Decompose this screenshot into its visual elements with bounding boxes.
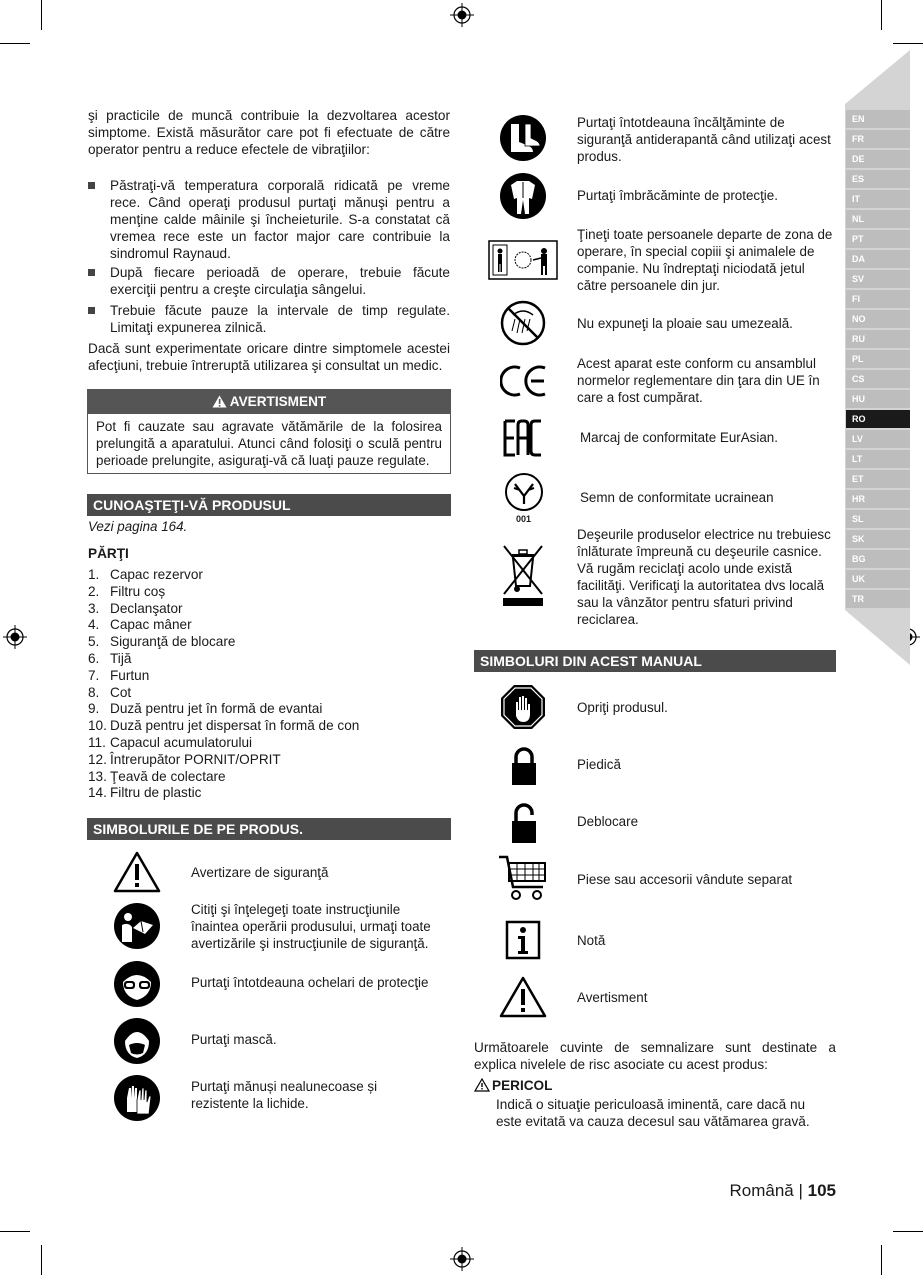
wear-gloves-icon	[113, 1074, 161, 1122]
ce-mark-icon	[500, 364, 548, 398]
pericol-text: Indică o situaţie periculoasă iminentă, care dacă nu este evitată va cauza decesul sau vătămarea gravă.	[496, 1097, 810, 1129]
symbol-text: Semn de conformitate ucrainean	[580, 490, 774, 505]
list-item: 3. Declanşator	[88, 600, 183, 616]
bullet-text: Păstraţi-vă temperatura corporală ridicată pe vreme rece. Când operaţi produsul purtaţi mănuşi pentru a menţine calde mâinile şi încheieturile. S-a constatat că vremea rece este un factor major care contribuie la sindromul Raynaud.	[110, 178, 450, 261]
symbol-text: Piedică	[577, 757, 621, 772]
tab-pt[interactable]: PT	[846, 230, 910, 248]
list-item: 5. Siguranţă de blocare	[88, 634, 236, 650]
see-page-reference: Vezi pagina 164.	[88, 519, 188, 534]
symbol-text: Purtaţi întotdeauna ochelari de protecţie	[191, 975, 429, 990]
bullet-square-icon	[88, 182, 95, 189]
tab-en[interactable]: EN	[846, 110, 910, 128]
safety-alert-icon	[113, 850, 161, 894]
tab-sk[interactable]: SK	[846, 530, 910, 548]
crop-mark	[893, 1231, 923, 1232]
tab-da[interactable]: DA	[846, 250, 910, 268]
list-item	[88, 264, 450, 298]
list-item: 11. Capacul acumulatorului	[88, 734, 253, 750]
tab-fr[interactable]: FR	[846, 130, 910, 148]
list-item: 10. Duză pentru jet dispersat în formă de con	[88, 718, 360, 734]
tab-lv[interactable]: LV	[846, 430, 910, 448]
symbol-text: Acest aparat este conform cu ansamblul normelor reglementare din ţara din UE în care a fost cumpărat.	[577, 356, 820, 405]
weee-crossed-bin-icon	[500, 542, 546, 608]
eye-protection-icon	[113, 960, 161, 1008]
shopping-cart-icon	[497, 853, 549, 903]
eac-mark-icon	[503, 418, 543, 458]
symbol-text: Citiţi şi înţelegeţi toate instrucţiunile înaintea operării produsului, urmaţi toate avertizările şi instrucţiunile de siguranţă.	[191, 902, 431, 951]
bullet-text: După fiecare perioadă de operare, trebuie făcute exerciţii pentru a creşte circulaţia sângelui.	[110, 265, 450, 297]
tab-no[interactable]: NO	[846, 310, 910, 328]
tab-sl[interactable]: SL	[846, 510, 910, 528]
pericol-label-text: PERICOL	[492, 1078, 553, 1093]
symbol-text: Notă	[577, 933, 606, 948]
symbol-text: Deşeurile produselor electrice nu trebuiesc înlăturate împreună cu deşeurile casnice. Vă rugăm reciclaţi acolo unde există facilităţi. Verificaţi la autoritatea dvs locală sau la vânzător pentru sfaturi privind reciclarea.	[577, 527, 831, 627]
crop-mark	[881, 1245, 882, 1275]
list-item: 12. Întrerupător PORNIT/OPRIT	[88, 751, 281, 767]
tab-de[interactable]: DE	[846, 150, 910, 168]
symbol-text: Ţineţi toate persoanele departe de zona de operare, în special copiii şi animalele de companie. Nu îndreptaţi niciodată jetul către persoanele din jur.	[577, 227, 833, 293]
info-note-icon	[505, 920, 541, 960]
tab-bg[interactable]: BG	[846, 550, 910, 568]
crop-mark	[893, 43, 923, 44]
no-rain-icon	[499, 299, 547, 347]
stop-hand-icon	[500, 684, 546, 730]
list-item: 14. Filtru de plastic	[88, 785, 202, 801]
tab-uk[interactable]: UK	[846, 570, 910, 588]
section-header-product-symbols: SIMBOLURILE DE PE PRODUS.	[87, 818, 451, 840]
registration-mark-icon	[3, 625, 27, 649]
list-item: 8. Cot	[88, 684, 132, 700]
tab-tr[interactable]: TR	[846, 590, 910, 608]
symbol-text: Purtaţi mănuși nealunecoase și rezistente la lichide.	[191, 1079, 378, 1111]
tab-lt[interactable]: LT	[846, 450, 910, 468]
language-tabs	[846, 110, 910, 610]
page-footer	[700, 1181, 836, 1201]
warning-header	[88, 390, 450, 414]
list-item: 2. Filtru coș	[88, 583, 166, 599]
tab-ro-active[interactable]: RO	[846, 410, 910, 428]
symbol-text: Purtaţi mască.	[191, 1032, 277, 1047]
list-item: 6. Tijă	[88, 650, 132, 666]
warning-triangle-icon	[212, 395, 227, 408]
ukr-code: 001	[516, 514, 532, 524]
bullet-text: Trebuie făcute pauze la intervale de timp regulate. Limitaţi expunerea zilnică.	[110, 303, 450, 335]
page-number: 105	[807, 1181, 836, 1200]
symbol-text: Opriţi produsul.	[577, 700, 668, 715]
bullet-square-icon	[88, 269, 95, 276]
symbol-text: Purtaţi întotdeauna încălţăminte de siguranţă antiderapantă când utilizaţi acest produs.	[577, 115, 831, 164]
tab-et[interactable]: ET	[846, 470, 910, 488]
symbol-text: Nu expuneţi la ploaie sau umezeală.	[577, 316, 793, 331]
crop-mark	[41, 1245, 42, 1275]
safety-boots-icon	[499, 114, 547, 162]
symbol-text: Avertizare de siguranţă	[191, 865, 329, 880]
lock-icon	[510, 745, 538, 787]
symbol-text: Marcaj de conformitate EurAsian.	[580, 430, 778, 445]
protective-clothing-icon	[499, 172, 547, 220]
bullet-square-icon	[88, 307, 95, 314]
tab-hr[interactable]: HR	[846, 490, 910, 508]
registration-mark-icon	[450, 3, 474, 27]
list-item: 1. Capac rezervor	[88, 567, 203, 582]
tab-pl[interactable]: PL	[846, 350, 910, 368]
danger-triangle-icon	[474, 1078, 490, 1092]
registration-mark-icon	[450, 1247, 474, 1271]
read-manual-icon	[113, 902, 161, 950]
tab-fi[interactable]: FI	[846, 290, 910, 308]
footer-separator: |	[798, 1181, 803, 1200]
list-item	[88, 177, 450, 262]
symbol-text: Deblocare	[577, 814, 639, 829]
list-item: 13. Ţeavă de colectare	[88, 768, 226, 784]
unlock-icon	[510, 801, 538, 845]
crop-mark	[41, 0, 42, 30]
warning-body: Pot fi cauzate sau agravate vătămările de la folosirea prelungită a aparatului. Atunci când folosiţi o sculă pentru perioade prelungite, asiguraţi-vă că luaţi pauze regulate.	[96, 419, 442, 468]
list-item: 4. Capac mâner	[88, 617, 192, 633]
section-header-know-product: CUNOAŞTEŢI-VĂ PRODUSUL	[87, 494, 451, 516]
symbol-text: Purtaţi îmbrăcăminte de protecţie.	[577, 188, 778, 203]
pericol-label	[474, 1078, 552, 1093]
tab-hu[interactable]: HU	[846, 390, 910, 408]
signal-words-paragraph: Următoarele cuvinte de semnalizare sunt destinate a explica nivelele de risc asociate cu acest produs:	[474, 1040, 836, 1072]
tab-it[interactable]: IT	[846, 190, 910, 208]
crop-mark	[0, 1231, 30, 1232]
closing-paragraph: Dacă sunt experimentate oricare dintre simptomele acestei afecţiuni, trebuie întreruptă utilizarea şi consultat un medic.	[88, 341, 450, 373]
warning-title: AVERTISMENT	[229, 394, 327, 409]
parts-title: PĂRŢI	[88, 546, 129, 561]
tab-nl[interactable]: NL	[846, 210, 910, 228]
list-item: 7. Furtun	[88, 667, 150, 683]
footer-language: Română	[729, 1181, 794, 1200]
wear-mask-icon	[113, 1017, 161, 1065]
intro-paragraph: şi practicile de muncă contribuie la dezvoltarea acestor simptome. Există măsurător care pot fi efectuate de către operator pentru a reduce efectele de vibraţiilor:	[88, 108, 450, 157]
tab-sv[interactable]: SV	[846, 270, 910, 288]
symbol-text: Piese sau accesorii vândute separat	[577, 872, 793, 887]
list-item	[88, 302, 450, 336]
crop-mark	[881, 0, 882, 30]
section-header-manual-symbols: SIMBOLURI DIN ACEST MANUAL	[474, 650, 836, 672]
tab-cs[interactable]: CS	[846, 370, 910, 388]
keep-bystanders-away-icon	[488, 240, 558, 280]
warning-box	[87, 389, 451, 474]
tab-ru[interactable]: RU	[846, 330, 910, 348]
list-item: 9. Duză pentru jet în formă de evantai	[88, 701, 323, 717]
warning-triangle-icon	[499, 975, 547, 1019]
crop-mark	[0, 43, 30, 44]
tab-es[interactable]: ES	[846, 170, 910, 188]
parts-list	[88, 567, 448, 802]
symbol-text: Avertisment	[577, 990, 648, 1005]
